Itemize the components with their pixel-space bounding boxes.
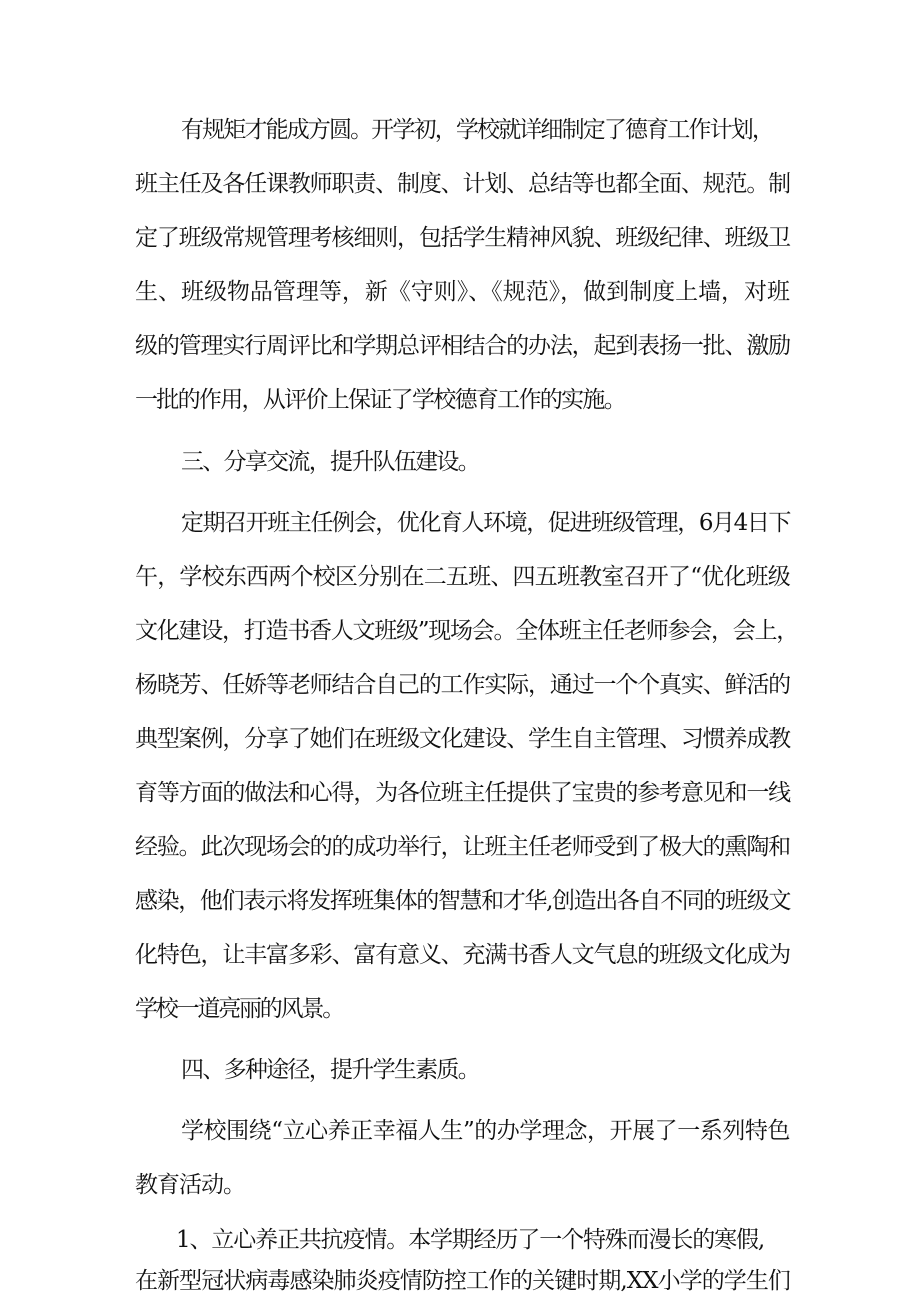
section-heading-3 bbox=[0, 442, 920, 482]
paragraph-2-line bbox=[0, 503, 920, 543]
paragraph-2-line bbox=[0, 989, 920, 1029]
paragraph-3-line-1: 学校围绕“立心养正幸福人生”的办学理念，开展了一系列特色 bbox=[181, 1118, 790, 1144]
paragraph-2-line bbox=[0, 773, 920, 813]
paragraph-1-line-1: 有规矩才能成方圆。开学初，学校就详细制定了德育工作计划， bbox=[181, 117, 774, 143]
paragraph-4-line bbox=[0, 1220, 920, 1260]
paragraph-2-line-4: 杨晓芳、任娇等老师结合自己的工作实际，通过一个个真实、鲜活的 bbox=[135, 672, 791, 698]
paragraph-3-line bbox=[0, 1165, 920, 1205]
paragraph-1-line bbox=[0, 218, 920, 258]
paragraph-1-line-6: 一批的作用，从评价上保证了学校德育工作的实施。 bbox=[135, 387, 626, 413]
paragraph-2-line bbox=[0, 665, 920, 705]
paragraph-1-line bbox=[0, 326, 920, 366]
section-heading-4 bbox=[0, 1050, 920, 1090]
paragraph-2-line bbox=[0, 611, 920, 651]
paragraph-1-line bbox=[0, 380, 920, 420]
paragraph-4-line bbox=[0, 1261, 920, 1301]
paragraph-3-line bbox=[0, 1111, 920, 1151]
section-heading-3-text: 三、分享交流，提升队伍建设。 bbox=[181, 449, 480, 475]
paragraph-2-line-5: 典型案例，分享了她们在班级文化建设、学生自主管理、习惯养成教 bbox=[135, 726, 791, 752]
paragraph-1-line-2: 班主任及各任课教师职责、制度、计划、总结等也都全面、规范。制 bbox=[135, 171, 791, 197]
paragraph-1-line bbox=[0, 164, 920, 204]
paragraph-2-line bbox=[0, 935, 920, 975]
paragraph-2-line-6: 育等方面的做法和心得，为各位班主任提供了宝贵的参考意见和一线 bbox=[135, 780, 791, 806]
paragraph-4-line-2: 在新型冠状病毒感染肺炎疫情防控工作的关键时期,XX小学的学生们 bbox=[135, 1268, 790, 1294]
paragraph-2-line bbox=[0, 827, 920, 867]
paragraph-2-line bbox=[0, 881, 920, 921]
paragraph-2-line bbox=[0, 557, 920, 597]
paragraph-1-line-5: 级的管理实行周评比和学期总评相结合的办法，起到表扬一批、激励 bbox=[135, 333, 791, 359]
paragraph-4-line-1: 1、立心养正共抗疫情。本学期经历了一个特殊而漫长的寒假, bbox=[176, 1227, 764, 1253]
paragraph-2-line-1: 定期召开班主任例会，优化育人环境，促进班级管理，6月4日下 bbox=[181, 510, 790, 536]
paragraph-2-line-3: 文化建设，打造书香人文班级”现场会。全体班主任老师参会，会上， bbox=[135, 618, 798, 644]
paragraph-1-line bbox=[0, 272, 920, 312]
paragraph-1-line-4: 生、班级物品管理等，新《守则》、《规范》，做到制度上墙，对班 bbox=[135, 279, 791, 305]
section-heading-4-text: 四、多种途径，提升学生素质。 bbox=[181, 1057, 480, 1083]
paragraph-3-line-2: 教育活动。 bbox=[135, 1172, 245, 1198]
paragraph-1-line bbox=[0, 110, 920, 150]
paragraph-2-line-9: 化特色，让丰富多彩、富有意义、充满书香人文气息的班级文化成为 bbox=[135, 942, 791, 968]
paragraph-2-line-10: 学校一道亮丽的风景。 bbox=[135, 996, 344, 1022]
paragraph-1-line-3: 定了班级常规管理考核细则，包括学生精神风貌、班级纪律、班级卫 bbox=[135, 225, 791, 251]
paragraph-2-line-7: 经验。此次现场会的的成功举行，让班主任老师受到了极大的熏陶和 bbox=[135, 834, 791, 860]
paragraph-2-line-8: 感染，他们表示将发挥班集体的智慧和才华,创造出各自不同的班级文 bbox=[135, 888, 790, 914]
paragraph-2-line bbox=[0, 719, 920, 759]
paragraph-2-line-2: 午，学校东西两个校区分别在二五班、四五班教室召开了“优化班级 bbox=[135, 564, 790, 590]
